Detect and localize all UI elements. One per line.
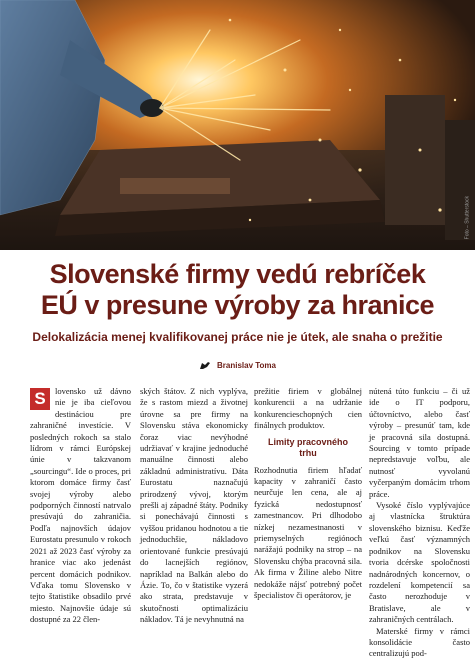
headline-line-2: EÚ v presune výroby za hranice — [40, 290, 435, 320]
photo-credit: Foto – Shutterstock — [464, 196, 470, 240]
article-headline — [0, 259, 475, 321]
column-2-paragraph-1: ských štátov. Z nich vyplýva, že s rastom miezd a životnej úrovne sa pre firmy na Slovensku stáva ekonomicky čoraz viac nevýhodné udržiavať v krajine jednoduché manuálne činnosti alebo základnú administratívu. Dáta Eurostatu naznačujú prirodzený vývoj, ktorým prešli aj západné štáty. Podniky si ponechávajú činnosti s vyššou pridanou hodnotou a tie jednoduchšie, nákladovo orientované funkcie presúvajú do lacnejších regiónov, napríklad na Balkán alebo do Ázie. To, čo v štatistike vyzerá ako strata, predstavuje v skutočnosti optimalizáciu nákladov. Tá je nevyhnutná na — [140, 386, 248, 625]
subheading-line-1: Limity pracovného — [267, 436, 348, 447]
pen-icon — [199, 361, 211, 370]
article-subtitle: Delokalizácia menej kvalifikovanej práce nie je útek, ale snaha o prežitie — [32, 330, 443, 344]
article-photo — [0, 0, 475, 250]
author-name: Branislav Toma — [217, 361, 276, 370]
article-column-3 — [254, 386, 362, 601]
column-4-paragraph-3: Materské firmy v rámci konsolidácie často centralizujú pod- — [369, 625, 470, 659]
article-column-4 — [369, 386, 470, 659]
section-subheading — [254, 437, 362, 459]
article-column-2 — [140, 386, 248, 625]
column-3-paragraph-2: Rozhodnutia firiem hľadať kapacity v zahraničí často neurčuje len cena, ale aj fyzická nedostupnosť zamestnancov. Pri dlhodobo nízkej nezamestnanosti v priemyselných regiónoch narážajú podniky na strop – na Slovensku chýba pracovná sila. Ak firma v Žiline alebo Nitre nedokáže nájsť potrebný počet špecialistov či operátorov, je — [254, 464, 362, 601]
headline-line-1: Slovenské firmy vedú rebríček — [49, 259, 426, 289]
column-4-paragraph-2: Vysoké číslo vyplývajúce aj vlastnícka štruktúra slovenského biznisu. Keďže veľkú časť významných podnikov na Slovensku tvoria dcérske spoločnosti nadnárodných koncernov, o rozdelení kompetencií sa často nerozhoduje v Bratislave, ale v zahraničných centrálach. — [369, 500, 470, 625]
drop-cap: S — [30, 388, 50, 410]
byline — [199, 361, 276, 370]
column-4-paragraph-1: nútená túto funkciu – či už ide o IT podporu, účtovníctvo, alebo časť výroby – presunúť tam, kde je pracovná sila dostupná. Sourcing v tomto prípade nepredstavuje voľbu, ale nutnosť vyvolanú vyčerpaným domácim trhom práce. — [369, 386, 470, 499]
column-3-paragraph-1: prežitie firiem v globálnej konkurencii a na udržanie konkurencieschopných cien finálnych produktov. — [254, 386, 362, 431]
subheading-line-2: trhu — [299, 447, 317, 458]
article-column-1 — [30, 386, 131, 625]
column-1-paragraph-1: lovensko už dávno nie je iba cieľovou destináciou pre zahraničné investície. V posledných rokoch sa stalo lídrom v rámci Európskej únie v takzvanom „sourcingu“. Ide o proces, pri ktorom domáce firmy časť svojej výroby alebo podporných činností natrvalo presúvajú do zahraničia. Podľa najnovších údajov Eurostatu presunulo v rokoch 2021 až 2023 časť výroby za hranice viac ako jedenást percent domácich podnikov. Vďaka tomu Slovensko v tejto štatistike obsadilo prvé miesto. Najnovšie údaje sú dostupné za 22 člen- — [30, 386, 131, 625]
